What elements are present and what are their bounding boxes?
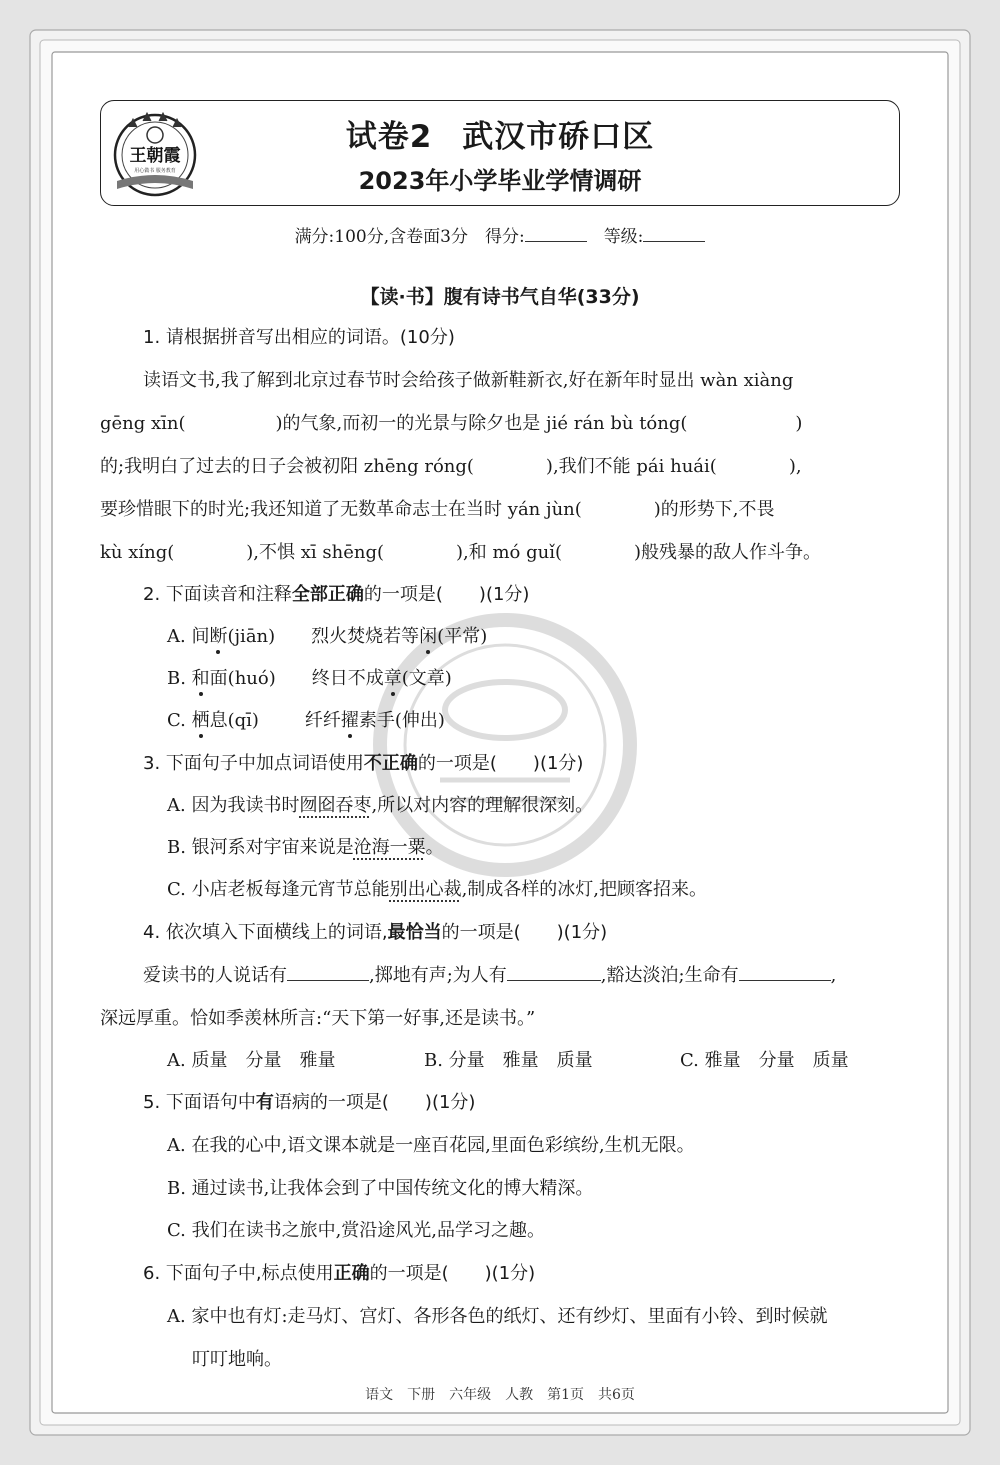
q2-option-c: C. 栖息(qī) 纤纤擢素手(伸出)	[167, 710, 445, 731]
q3-option-a: A. 因为我读书时囫囵吞枣,所以对内容的理解很深刻。	[167, 795, 594, 816]
q5-stem: 5. 下面语句中有语病的一项是( )(1分)	[143, 1092, 476, 1113]
q3-option-b: B. 银河系对宇宙来说是沧海一粟。	[167, 837, 444, 858]
q1-stem: 1. 请根据拼音写出相应的词语。(10分)	[143, 327, 455, 348]
score-line: 满分:100分,含卷面3分 得分: 等级:	[0, 222, 1000, 247]
exam-subtitle: 2023年小学毕业学情调研	[358, 167, 642, 195]
q4-passage-line-2: 深远厚重。恰如季羡林所言:“天下第一好事,还是读书。”	[100, 1008, 536, 1029]
dotted-phrase: 囫囵吞枣	[299, 795, 372, 816]
score-blank[interactable]	[525, 226, 587, 242]
page-footer: 语文 下册 六年级 人教 第1页 共6页	[365, 1387, 635, 1403]
q1-line-4: 要珍惜眼下的时光;我还知道了无数革命志士在当时 yán jùn( )的形势下,不畏	[100, 499, 775, 520]
q1-line-3: 的;我明白了过去的日子会被初阳 zhēng róng( ),我们不能 pái huái( ),	[100, 456, 802, 477]
q3-stem: 3. 下面句子中加点词语使用不正确的一项是( )(1分)	[143, 753, 584, 774]
fill-blank-3[interactable]	[739, 966, 831, 981]
q6-option-a-line-1: A. 家中也有灯:走马灯、宫灯、各形各色的纸灯、还有纱灯、里面有小铃、到时候就	[167, 1306, 828, 1327]
q4-option-b: B. 分量 雅量 质量	[424, 1050, 593, 1071]
q2-stem: 2. 下面读音和注释全部正确的一项是( )(1分)	[143, 584, 530, 605]
svg-text:用心做书 服务教育: 用心做书 服务教育	[134, 168, 176, 174]
q4-stem: 4. 依次填入下面横线上的词语,最恰当的一项是( )(1分)	[143, 922, 608, 943]
q5-option-a: A. 在我的心中,语文课本就是一座百花园,里面色彩缤纷,生机无限。	[167, 1135, 695, 1156]
q2-option-a: A. 间断(jiān) 烈火焚烧若等闲(平常)	[167, 626, 488, 647]
exam-title: 试卷2 武汉市硚口区	[345, 119, 655, 155]
grade-blank[interactable]	[643, 226, 705, 242]
q5-option-b: B. 通过读书,让我体会到了中国传统文化的博大精深。	[167, 1178, 594, 1199]
dotted-phrase: 沧海一粟	[353, 837, 426, 858]
fill-blank-2[interactable]	[507, 966, 601, 981]
q1-line-2: gēng xīn( )的气象,而初一的光景与除夕也是 jié rán bù tóng( )	[100, 413, 803, 434]
q4-option-c: C. 雅量 分量 质量	[680, 1050, 849, 1071]
q6-stem: 6. 下面句子中,标点使用正确的一项是( )(1分)	[143, 1263, 536, 1284]
q4-passage-line-1: 爱读书的人说话有 ,掷地有声;为人有 ,豁达淡泊;生命有 ,	[143, 965, 837, 986]
dotted-phrase: 别出心裁	[389, 879, 462, 900]
exam-header	[100, 100, 900, 206]
q6-option-a-line-2: 叮叮地响。	[192, 1349, 282, 1370]
q1-line-1: 读语文书,我了解到北京过春节时会给孩子做新鞋新衣,好在新年时显出 wàn xiàng	[143, 370, 794, 391]
q4-option-a: A. 质量 分量 雅量	[167, 1050, 336, 1071]
q3-option-c: C. 小店老板每逢元宵节总能别出心裁,制成各样的冰灯,把顾客招来。	[167, 879, 708, 900]
q1-line-5: kù xíng( ),不惧 xī shēng( ),和 mó guǐ( )般残暴的敌人作斗争。	[100, 542, 821, 563]
q2-option-b: B. 和面(huó) 终日不成章(文章)	[167, 668, 452, 689]
svg-text:王朝霞: 王朝霞	[129, 146, 181, 166]
q5-option-c: C. 我们在读书之旅中,赏沿途风光,品学习之趣。	[167, 1220, 546, 1241]
fill-blank-1[interactable]	[287, 966, 369, 981]
section-title: 【读·书】腹有诗书气自华(33分)	[360, 286, 640, 308]
